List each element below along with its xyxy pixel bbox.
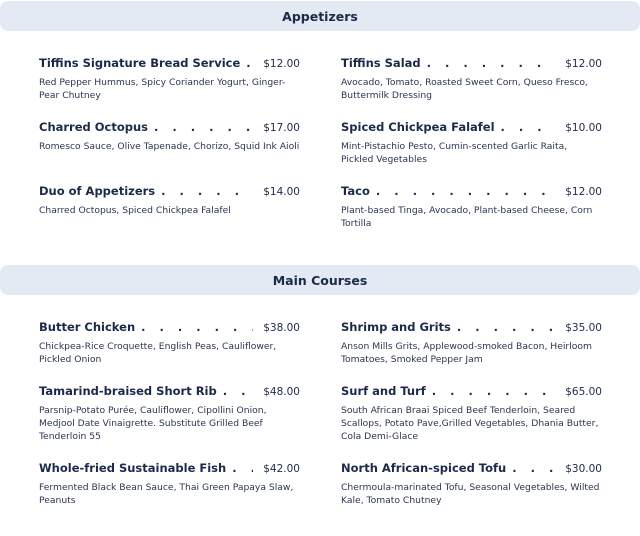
item-description: Chickpea-Rice Croquette, English Peas, Cauliflower, Pickled Onion xyxy=(39,341,277,365)
item-description: Avocado, Tomato, Roasted Sweet Corn, Queso Fresco, Buttermilk Dressing xyxy=(341,77,588,101)
item-description: Fermented Black Bean Sauce, Thai Green Papaya Slaw, Peanuts xyxy=(39,482,294,506)
menu-item xyxy=(341,461,602,507)
section-header-appetizers xyxy=(0,1,640,31)
leader-dots xyxy=(376,184,555,198)
item-price: $14.00 xyxy=(263,186,300,198)
leader-dots xyxy=(427,56,556,70)
leader-dots xyxy=(512,461,555,475)
leader-dots xyxy=(232,461,253,475)
item-price: $12.00 xyxy=(565,58,602,70)
menu-item xyxy=(39,56,300,102)
menu-item xyxy=(341,184,602,230)
item-price: $42.00 xyxy=(263,463,300,475)
item-name: Tamarind-braised Short Rib xyxy=(39,384,217,398)
section-header-main-courses xyxy=(0,265,640,295)
menu-item xyxy=(39,184,300,217)
leader-dots xyxy=(501,120,556,134)
item-name: Whole-fried Sustainable Fish xyxy=(39,461,227,475)
menu-item xyxy=(39,120,300,153)
item-description: Charred Octopus, Spiced Chickpea Falafel xyxy=(39,205,231,216)
item-price: $12.00 xyxy=(565,186,602,198)
item-price: $65.00 xyxy=(565,386,602,398)
menu-item xyxy=(341,56,602,102)
leader-dots xyxy=(154,120,253,134)
item-name: Duo of Appetizers xyxy=(39,184,156,198)
menu-item xyxy=(39,384,300,443)
item-description: Romesco Sauce, Olive Tapenade, Chorizo, Squid Ink Aioli xyxy=(39,141,300,152)
item-name: Taco xyxy=(341,184,370,198)
item-description: Parsnip-Potato Purée, Cauliflower, Cipollini Onion, Medjool Date Vinaigrette. Substitute Grilled Beef Tenderloin 55 xyxy=(39,405,267,442)
menu-item xyxy=(341,384,602,443)
section-title: Appetizers xyxy=(282,8,358,24)
section-title: Main Courses xyxy=(272,272,368,288)
item-name: Tiffins Salad xyxy=(341,56,421,70)
leader-dots xyxy=(161,184,253,198)
item-price: $38.00 xyxy=(263,322,300,334)
menu-item xyxy=(341,320,602,366)
menu-item xyxy=(341,120,602,166)
menu-item xyxy=(39,320,300,366)
item-description: Chermoula-marinated Tofu, Seasonal Vegetables, Wilted Kale, Tomato Chutney xyxy=(341,482,600,506)
leader-dots xyxy=(141,320,253,334)
item-price: $48.00 xyxy=(263,386,300,398)
item-description: Anson Mills Grits, Applewood-smoked Bacon, Heirloom Tomatoes, Smoked Pepper Jam xyxy=(341,341,592,365)
leader-dots xyxy=(457,320,555,334)
item-description: Plant-based Tinga, Avocado, Plant-based Cheese, Corn Tortilla xyxy=(341,205,593,229)
item-description: South African Braai Spiced Beef Tenderloin, Seared Scallops, Potato Pave,Grilled Vegetables, Dhania Butter, Cola Demi-Glace xyxy=(341,405,599,442)
item-price: $35.00 xyxy=(565,322,602,334)
item-name: North African-spiced Tofu xyxy=(341,461,507,475)
item-price: $17.00 xyxy=(263,122,300,134)
item-name: Shrimp and Grits xyxy=(341,320,451,334)
item-name: Charred Octopus xyxy=(39,120,149,134)
leader-dots xyxy=(432,384,555,398)
item-name: Tiffins Signature Bread Service xyxy=(39,56,241,70)
item-name: Spiced Chickpea Falafel xyxy=(341,120,495,134)
leader-dots xyxy=(223,384,254,398)
item-price: $10.00 xyxy=(565,122,602,134)
item-name: Butter Chicken xyxy=(39,320,136,334)
item-price: $12.00 xyxy=(263,58,300,70)
item-description: Red Pepper Hummus, Spicy Coriander Yogurt, Ginger-Pear Chutney xyxy=(39,77,286,101)
item-price: $30.00 xyxy=(565,463,602,475)
leader-dots xyxy=(246,56,253,70)
item-description: Mint-Pistachio Pesto, Cumin-scented Garlic Raita, Pickled Vegetables xyxy=(341,141,568,165)
menu-item xyxy=(39,461,300,507)
item-name: Surf and Turf xyxy=(341,384,426,398)
